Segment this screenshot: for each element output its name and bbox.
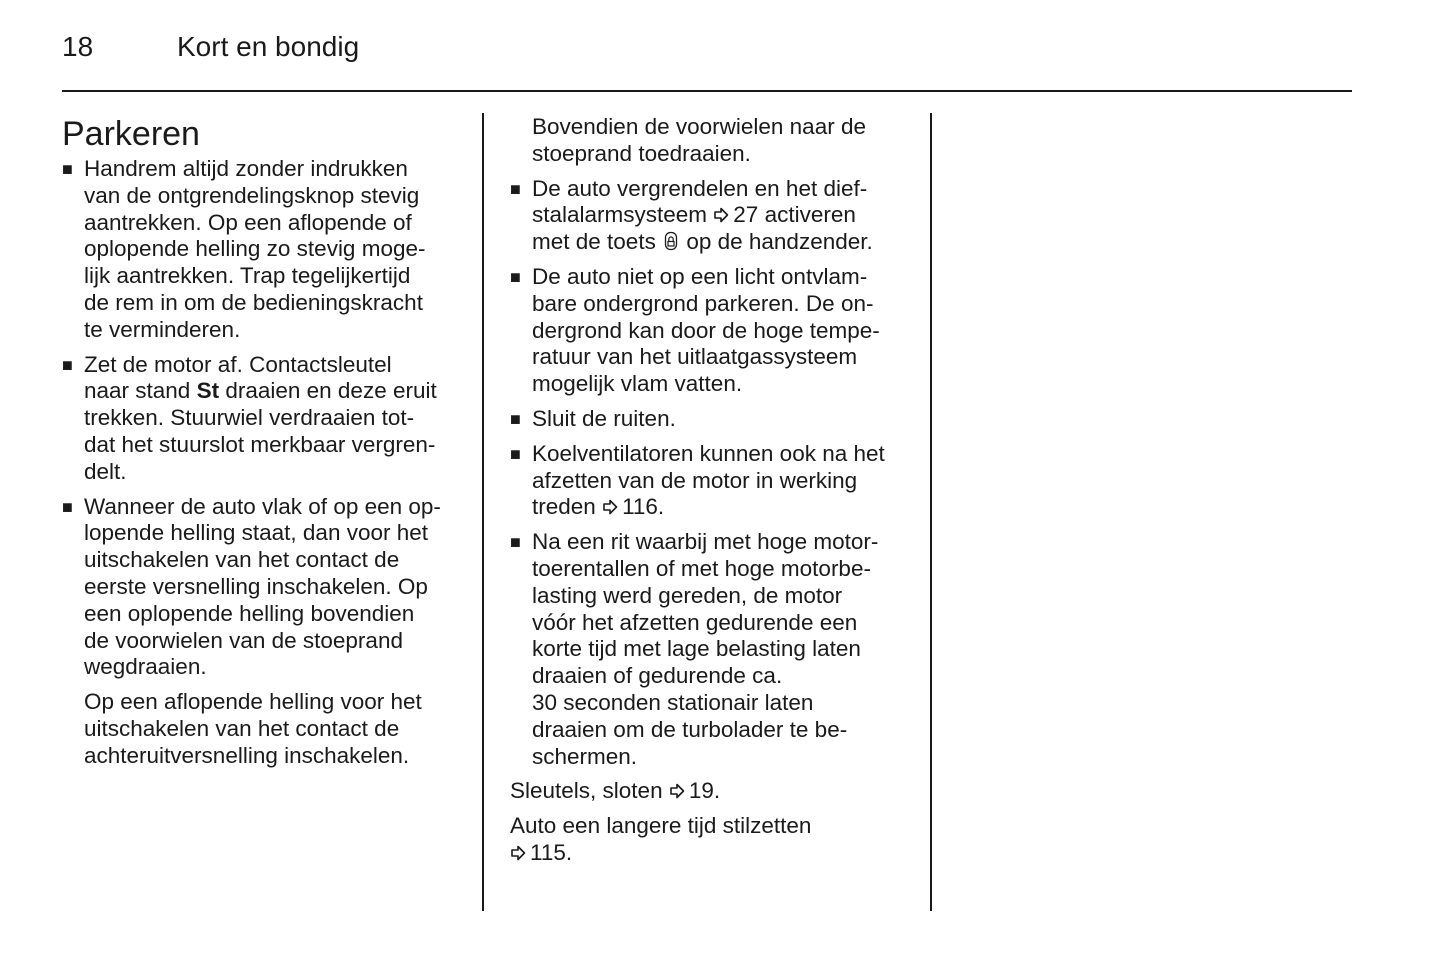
bullet-text-ground: De auto niet op een licht ontvlam- bare ondergrond parkeren. De on- dergrond kan door de hoge tempe- ratuur van het uitlaatgassysteem mogelijk vlam vatten. <box>532 263 880 397</box>
xref-link-115[interactable]: 115. <box>530 839 573 865</box>
list-item <box>62 352 462 486</box>
xref-link-19[interactable]: 19. <box>688 778 721 804</box>
list-item <box>62 494 462 770</box>
list-item <box>62 156 462 344</box>
bullet-icon: ■ <box>62 496 73 517</box>
section-title: Kort en bondig <box>177 31 360 62</box>
ref-long-storage: Auto een langere tijd stilzetten 115. <box>510 813 812 865</box>
bullet-text-gear-downhill: Op een aflopende helling voor het uitschakelen van het contact de achteruitversnelling inschakelen. <box>84 689 422 768</box>
arrow-reference-icon <box>713 207 729 223</box>
list-item <box>510 406 915 433</box>
arrow-reference-icon <box>510 845 526 861</box>
column-divider-2 <box>930 113 932 911</box>
bullet-icon: ■ <box>62 354 73 375</box>
bullet-icon: ■ <box>62 159 73 179</box>
list-item <box>510 441 915 521</box>
bullet-icon: ■ <box>510 178 521 199</box>
list-item <box>510 529 915 770</box>
ref-keys-locks: Sleutels, sloten 19. <box>510 778 721 804</box>
bullet-text-lock: De auto vergrendelen en het dief- stalalarmsysteem 27 activeren met de toets op de handzender. <box>532 175 873 255</box>
xref-link-116[interactable]: 116. <box>622 494 665 520</box>
arrow-reference-icon <box>602 499 618 515</box>
page-number: 18 <box>62 31 94 62</box>
bullet-icon: ■ <box>510 532 521 553</box>
bullet-text-windows: Sluit de ruiten. <box>532 405 676 431</box>
xref-link-27[interactable]: 27 <box>733 202 759 228</box>
lock-key-icon <box>664 231 678 251</box>
list-item <box>510 264 915 398</box>
list-item <box>510 176 915 256</box>
bullet-text-handbrake: Handrem altijd zonder indrukken van de ontgrendelingsknop stevig aantrekken. Op een aflopende of oplopende helling zo stevig moge- lijk aantrekken. Trap tegelijkertijd de rem in om de bedieningskracht te verminderen. <box>84 156 426 342</box>
bullet-text-fans: Koelventilatoren kunnen ook na het afzetten van de motor in werking treden 116. <box>532 440 885 520</box>
bullet-text-gear-flat: Wanneer de auto vlak of op een op- lopende helling staat, dan voor het uitschakelen van het contact de eerste versnelling inschakelen. Op een oplopende helling bovendien de voorwielen van de stoeprand wegdraaien. <box>84 493 441 680</box>
parkeren-heading: Parkeren <box>62 115 200 153</box>
column-divider-1 <box>482 113 484 911</box>
left-column <box>62 114 462 778</box>
header-divider <box>62 90 1352 92</box>
bullet-icon: ■ <box>510 443 521 464</box>
bullet-icon: ■ <box>510 408 521 429</box>
bullet-icon: ■ <box>510 266 521 287</box>
bullet-text-turbo: Na een rit waarbij met hoge motor- toerentallen of met hoge motorbe- lasting werd gereden, de motor vóór het afzetten gedurende een korte tijd met lage belasting laten draaien of gedurende ca. 30 seconden stationair laten draaien om de turbolader te be- schermen. <box>532 529 879 769</box>
bullet-text-ignition: Zet de motor af. Contactsleutel naar stand St draaien en deze eruit trekken. Stuurwiel verdraaien tot- dat het stuurslot merkbaar vergren- delt. <box>84 351 437 484</box>
ignition-position-st: St <box>196 378 220 404</box>
arrow-reference-icon <box>669 783 685 799</box>
continuation-text: Bovendien de voorwielen naar de stoeprand toedraaien. <box>532 114 866 166</box>
middle-column <box>510 114 915 875</box>
